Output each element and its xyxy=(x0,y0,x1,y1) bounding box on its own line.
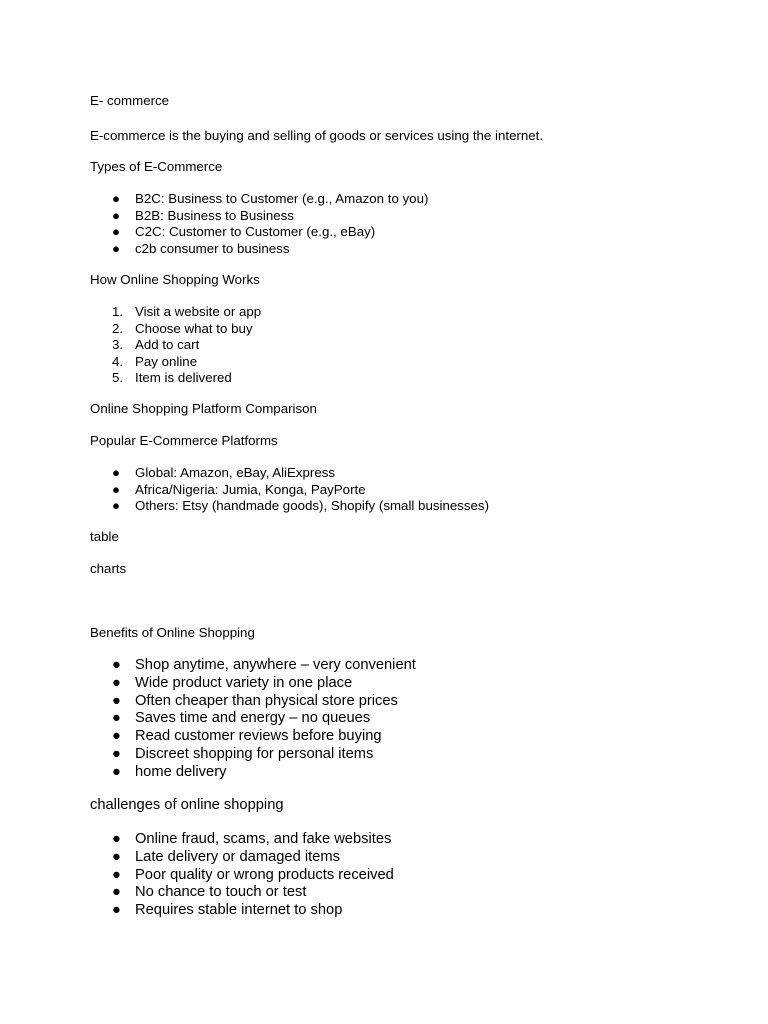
types-heading: Types of E-Commerce xyxy=(90,159,223,174)
list-item-text: B2C: Business to Customer (e.g., Amazon to you) xyxy=(135,191,429,206)
list-item xyxy=(90,370,261,387)
list-item xyxy=(90,321,261,338)
list-item xyxy=(90,831,394,849)
list-item-text: Others: Etsy (handmade goods), Shopify (small businesses) xyxy=(135,498,490,513)
list-item-text: Read customer reviews before buying xyxy=(135,728,382,745)
bullet-icon: ● xyxy=(112,465,121,480)
bullet-icon: ● xyxy=(112,674,121,691)
bullet-icon: ● xyxy=(112,207,121,223)
list-item xyxy=(90,902,394,920)
list-item xyxy=(90,498,489,515)
list-item-text: Pay online xyxy=(135,353,198,369)
list-item xyxy=(90,728,416,746)
list-item-text: Saves time and energy – no queues xyxy=(135,710,371,727)
list-item xyxy=(90,191,428,208)
list-item-text: C2C: Customer to Customer (e.g., eBay) xyxy=(135,224,376,239)
list-number: 3. xyxy=(112,337,124,352)
bullet-icon: ● xyxy=(112,481,121,497)
intro-paragraph: E-commerce is the buying and selling of goods or services using the internet. xyxy=(90,128,544,143)
list-item-text: Online fraud, scams, and fake websites xyxy=(135,831,392,847)
types-list xyxy=(90,191,428,257)
list-number: 4. xyxy=(112,353,124,369)
bullet-icon: ● xyxy=(112,728,121,745)
list-item xyxy=(90,354,261,371)
list-item xyxy=(90,884,394,902)
list-item xyxy=(90,482,489,499)
how-it-works-list xyxy=(90,304,261,387)
list-item-text: c2b consumer to business xyxy=(135,240,290,256)
list-item xyxy=(90,465,489,482)
bullet-icon: ● xyxy=(112,902,121,919)
list-item xyxy=(90,764,416,782)
list-item-text: B2B: Business to Business xyxy=(135,207,294,223)
list-item-text: No chance to touch or test xyxy=(135,884,307,901)
list-item-text: Visit a website or app xyxy=(135,304,262,319)
benefits-heading: Benefits of Online Shopping xyxy=(90,625,255,640)
platforms-heading: Popular E-Commerce Platforms xyxy=(90,433,278,448)
comparison-heading: Online Shopping Platform Comparison xyxy=(90,401,317,416)
bullet-icon: ● xyxy=(112,191,121,206)
bullet-icon: ● xyxy=(112,763,121,780)
list-item xyxy=(90,675,416,693)
list-item xyxy=(90,337,261,354)
list-number: 1. xyxy=(112,304,124,319)
list-item-text: Shop anytime, anywhere – very convenient xyxy=(135,657,416,673)
challenges-heading: challenges of online shopping xyxy=(90,797,284,813)
bullet-icon: ● xyxy=(112,692,121,709)
list-item xyxy=(90,867,394,885)
list-item xyxy=(90,657,416,675)
list-item xyxy=(90,710,416,728)
platforms-list xyxy=(90,465,489,515)
list-number: 5. xyxy=(112,370,124,385)
list-item-text: Discreet shopping for personal items xyxy=(135,745,374,762)
bullet-icon: ● xyxy=(112,884,121,901)
bullet-icon: ● xyxy=(112,710,121,727)
list-item-text: Late delivery or damaged items xyxy=(135,848,340,865)
bullet-icon: ● xyxy=(112,866,121,883)
document-title: E- commerce xyxy=(90,93,170,108)
charts-placeholder: charts xyxy=(90,561,127,576)
list-item xyxy=(90,224,428,241)
list-item-text: Poor quality or wrong products received xyxy=(135,866,394,883)
list-number: 2. xyxy=(112,320,124,336)
list-item-text: Add to cart xyxy=(135,337,200,352)
list-item xyxy=(90,746,416,764)
list-item-text: Wide product variety in one place xyxy=(135,674,353,691)
list-item-text: Item is delivered xyxy=(135,370,232,385)
table-placeholder: table xyxy=(90,529,119,544)
list-item xyxy=(90,849,394,867)
bullet-icon: ● xyxy=(112,224,121,239)
list-item-text: Global: Amazon, eBay, AliExpress xyxy=(135,465,336,480)
bullet-icon: ● xyxy=(112,831,121,847)
list-item xyxy=(90,304,261,321)
list-item-text: Africa/Nigeria: Jumia, Konga, PayPorte xyxy=(135,481,366,497)
bullet-icon: ● xyxy=(112,498,121,513)
list-item-text: Choose what to buy xyxy=(135,320,253,336)
bullet-icon: ● xyxy=(112,745,121,762)
bullet-icon: ● xyxy=(112,848,121,865)
list-item xyxy=(90,241,428,258)
bullet-icon: ● xyxy=(112,657,121,673)
list-item xyxy=(90,693,416,711)
challenges-list xyxy=(90,831,394,920)
list-item-text: Requires stable internet to shop xyxy=(135,902,343,919)
list-item xyxy=(90,208,428,225)
how-it-works-heading: How Online Shopping Works xyxy=(90,272,260,287)
bullet-icon: ● xyxy=(112,240,121,256)
list-item-text: Often cheaper than physical store prices xyxy=(135,692,398,709)
list-item-text: home delivery xyxy=(135,763,227,780)
benefits-list xyxy=(90,657,416,782)
